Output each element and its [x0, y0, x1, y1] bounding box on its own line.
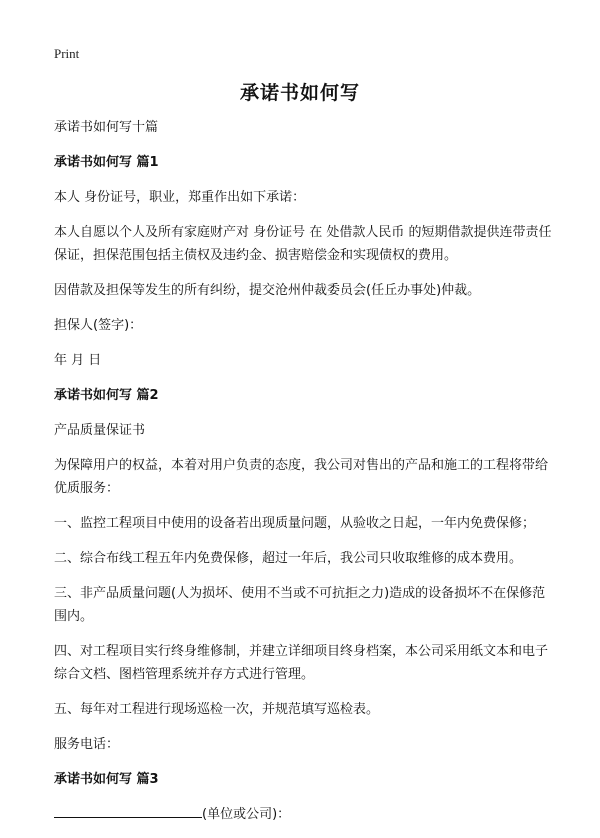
paragraph: 二、综合布线工程五年内免费保修，超过一年后，我公司只收取维修的成本费用。	[54, 551, 523, 566]
document-body	[54, 116, 554, 838]
paragraph: 五、每年对工程进行现场巡检一次，并规范填写巡检表。	[54, 702, 380, 717]
paragraph: 因借款及担保等发生的所有纠纷，提交沧州仲裁委员会(任丘办事处)仲裁。	[54, 283, 481, 298]
paragraph: 产品质量保证书	[54, 423, 146, 438]
page-title: 承诺书如何写	[239, 82, 360, 104]
section-heading-1: 承诺书如何写 篇1	[54, 155, 159, 170]
document-subtitle: 承诺书如何写十篇	[54, 120, 159, 135]
paragraph: 三、非产品质量问题(人为损坏、使用不当或不可抗拒之力)造成的设备损坏不在保修范围内。	[54, 586, 546, 624]
paragraph: 服务电话：	[54, 737, 120, 752]
paragraph: 一、监控工程项目中使用的设备若出现质量问题，从验收之日起，一年内免费保修；	[54, 516, 536, 531]
blank-underline	[54, 803, 202, 818]
paragraph: 本人 身份证号，职业，郑重作出如下承诺：	[54, 190, 306, 205]
paragraph: 四、对工程项目实行终身维修制，并建立详细项目终身档案，本公司采用纸文本和电子综合文档、图档管理系统并存方式进行管理。	[54, 644, 549, 682]
section-heading-3: 承诺书如何写 篇3	[54, 772, 159, 787]
print-label[interactable]: Print	[54, 46, 80, 61]
fill-line-label: (单位或公司)：	[202, 807, 291, 822]
section-heading-2: 承诺书如何写 篇2	[54, 388, 159, 403]
fill-in-line	[54, 803, 554, 826]
paragraph: 为保障用户的权益，本着对用户负责的态度，我公司对售出的产品和施工的工程将带给优质服务：	[54, 458, 549, 496]
paragraph: 本人自愿以个人及所有家庭财产对 身份证号 在 处借款人民币 的短期借款提供连带责任保证，担保范围包括主债权及违约金、损害赔偿金和实现债权的费用。	[54, 225, 552, 263]
paragraph: 担保人(签字)：	[54, 318, 143, 333]
paragraph: 年 月 日	[54, 353, 102, 368]
